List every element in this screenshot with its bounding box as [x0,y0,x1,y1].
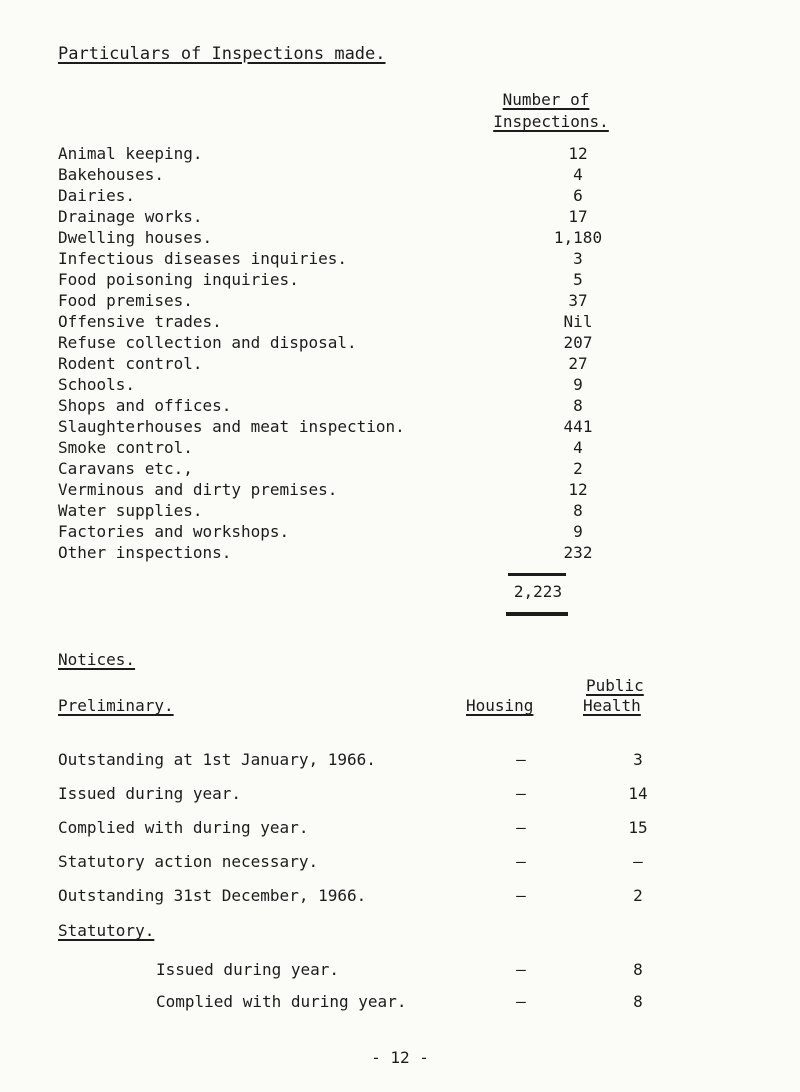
row-label: Rodent control. [58,354,203,373]
row-value: 6 [573,186,583,205]
housing-value: – [516,992,526,1011]
row-label: Verminous and dirty premises. [58,480,338,499]
table-row [58,992,658,1016]
row-label: Drainage works. [58,207,203,226]
table-row [58,249,618,271]
table-row [58,270,618,292]
preliminary-title: Preliminary. [58,696,174,715]
housing-value: – [516,818,526,837]
row-label: Infectious diseases inquiries. [58,249,347,268]
row-label: Offensive trades. [58,312,222,331]
row-value: 17 [568,207,588,226]
public-health-value: – [633,852,643,871]
row-label: Slaughterhouses and meat inspection. [58,417,405,436]
table-row [58,228,618,250]
row-value: 232 [563,543,593,562]
row-value: Nil [563,312,593,331]
row-label: Bakehouses. [58,165,164,184]
table-row [58,459,618,481]
row-value: 27 [568,354,588,373]
table-row [58,312,618,334]
public-health-value: 2 [633,886,643,905]
table-row [58,144,618,166]
row-label: Issued during year. [58,784,242,803]
table-row [58,354,618,376]
row-label: Dwelling houses. [58,228,213,247]
housing-value: – [516,750,526,769]
public-health-value: 15 [628,818,648,837]
row-value: 3 [573,249,583,268]
table-row [58,333,618,355]
table-row [58,375,618,397]
housing-value: – [516,960,526,979]
row-label: Shops and offices. [58,396,232,415]
table-row [58,750,658,774]
row-label: Dairies. [58,186,136,205]
public-health-header-line2: Health [583,696,641,715]
housing-value: – [516,784,526,803]
row-label: Water supplies. [58,501,203,520]
inspections-total: 2,223 [513,582,563,601]
table-row [58,784,658,808]
table-row [58,522,618,544]
table-row [58,480,618,502]
row-label: Caravans etc., [58,459,193,478]
total-rule-bottom [506,612,568,616]
row-label: Smoke control. [58,438,193,457]
row-label: Outstanding 31st December, 1966. [58,886,367,905]
row-label: Statutory action necessary. [58,852,319,871]
row-label: Complied with during year. [156,992,407,1011]
statutory-title: Statutory. [58,921,155,940]
table-row [58,501,618,523]
table-row [58,396,618,418]
public-health-value: 14 [628,784,648,803]
inspections-column-header-line1: Number of [502,90,590,109]
row-label: Animal keeping. [58,144,203,163]
row-value: 2 [573,459,583,478]
housing-header: Housing [466,696,534,715]
table-row [58,291,618,313]
row-value: 207 [563,333,593,352]
row-label: Issued during year. [156,960,340,979]
page-number: - 12 - [371,1048,429,1067]
row-value: 9 [573,375,583,394]
inspections-column-header-line2: Inspections. [493,112,609,131]
public-health-header-line1: Public [586,676,644,695]
total-rule-top [508,573,566,576]
housing-value: – [516,886,526,905]
row-label: Food poisoning inquiries. [58,270,299,289]
row-label: Outstanding at 1st January, 1966. [58,750,376,769]
table-row [58,207,618,229]
row-label: Factories and workshops. [58,522,290,541]
housing-value: – [516,852,526,871]
row-value: 4 [573,165,583,184]
table-row [58,165,618,187]
table-row [58,886,658,910]
page-heading: Particulars of Inspections made. [58,44,386,64]
row-label: Schools. [58,375,136,394]
row-value: 441 [563,417,593,436]
table-row [58,186,618,208]
table-row [58,852,658,876]
row-label: Food premises. [58,291,193,310]
table-row [58,417,618,439]
row-value: 12 [568,480,588,499]
row-label: Refuse collection and disposal. [58,333,357,352]
row-value: 5 [573,270,583,289]
row-value: 37 [568,291,588,310]
public-health-value: 3 [633,750,643,769]
row-value: 8 [573,396,583,415]
public-health-value: 8 [633,992,643,1011]
notices-title: Notices. [58,650,136,669]
row-value: 4 [573,438,583,457]
row-label: Other inspections. [58,543,232,562]
row-label: Complied with during year. [58,818,309,837]
table-row [58,960,658,984]
table-row [58,543,618,565]
table-row [58,818,658,842]
row-value: 12 [568,144,588,163]
table-row [58,438,618,460]
row-value: 9 [573,522,583,541]
row-value: 8 [573,501,583,520]
row-value: 1,180 [553,228,603,247]
public-health-value: 8 [633,960,643,979]
